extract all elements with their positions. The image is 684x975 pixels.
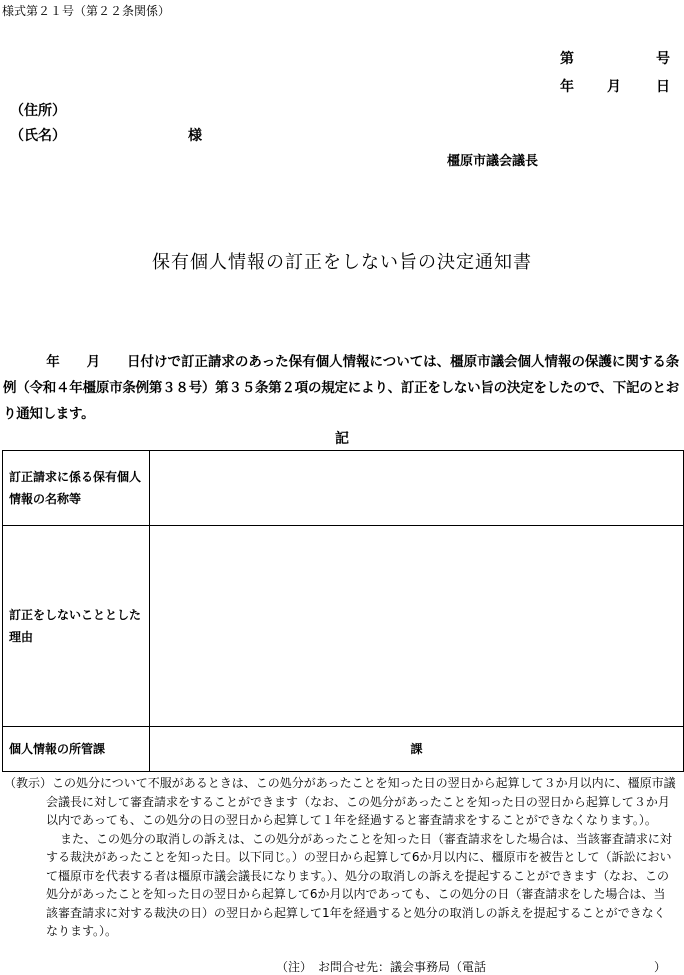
field-department: 課 <box>150 727 684 772</box>
issue-date <box>560 76 670 96</box>
instruction-notice <box>4 774 676 941</box>
contact-label: （注） お問合せ先：議会事務局（電話 <box>276 960 487 974</box>
date-month: 月 <box>607 79 621 95</box>
field-reason <box>150 526 684 727</box>
table-row <box>3 526 684 727</box>
doc-number-prefix: 第 <box>560 51 574 67</box>
document-title: 保有個人情報の訂正をしない旨の決定通知書 <box>152 252 532 273</box>
recipient-address-label: （住所） <box>10 103 66 119</box>
table-row <box>3 451 684 526</box>
issuer-name: 橿原市議会議長 <box>447 154 539 169</box>
date-day: 日 <box>656 79 670 95</box>
field-info-name <box>150 451 684 526</box>
row-label-info-name: 訂正請求に係る保有個人情報の名称等 <box>3 451 150 526</box>
contact-close: ） <box>653 960 666 974</box>
instruction-paragraph-2: また、この処分の取消しの訴えは、この処分があったことを知った日（審査請求をした場合は、当該審査請求に対する裁決があったことを知った日。以下同じ。）の翌日から起算して6か月以内に、橿原市を被告として（訴訟において橿原市を代表する者は橿原市議会議長になります。）、処分の取消しの訴えを提起することができます（なお、この処分があったことを知った日の翌日から起算して6か月以内であっても、この処分の日（審査請求をした場合は、当該審査請求に対する裁決の日）の翌日から起算して1年を経過すると処分の取消しの訴えを提起することができなくなります。）。 <box>46 831 672 938</box>
table-row <box>3 727 684 772</box>
notice-body: 年 月 日付けで訂正請求のあった保有個人情報については、橿原市議会個人情報の保護に関する条例（令和４年橿原市条例第３８号）第３５条第２項の規定により、訂正をしない旨の決定をしたので、下記のとおり通知します。 <box>3 354 679 422</box>
doc-number-suffix: 号 <box>656 51 670 67</box>
row-label-department: 個人情報の所管課 <box>3 727 150 772</box>
details-table <box>2 450 684 772</box>
document-number <box>560 48 670 68</box>
form-number: 様式第２１号（第２２条関係） <box>2 4 171 18</box>
row-label-reason: 訂正をしないこととした理由 <box>3 526 150 727</box>
recipient-name-label: （氏名） <box>10 128 66 144</box>
date-year: 年 <box>560 79 574 95</box>
ki-heading: 記 <box>335 431 349 447</box>
instruction-paragraph-1: （教示）この処分について不服があるときは、この処分があったことを知った日の翌日から起算して３か月以内に、橿原市議会議長に対して審査請求をすることができます（なお、この処分があったことを知った日の翌日から起算して３か月以内であっても、この処分の日の翌日から起算して１年を経過すると審査請求をすることができなくなります。）。 <box>4 776 676 827</box>
contact-info <box>276 958 666 975</box>
recipient-honorific: 様 <box>188 128 202 144</box>
